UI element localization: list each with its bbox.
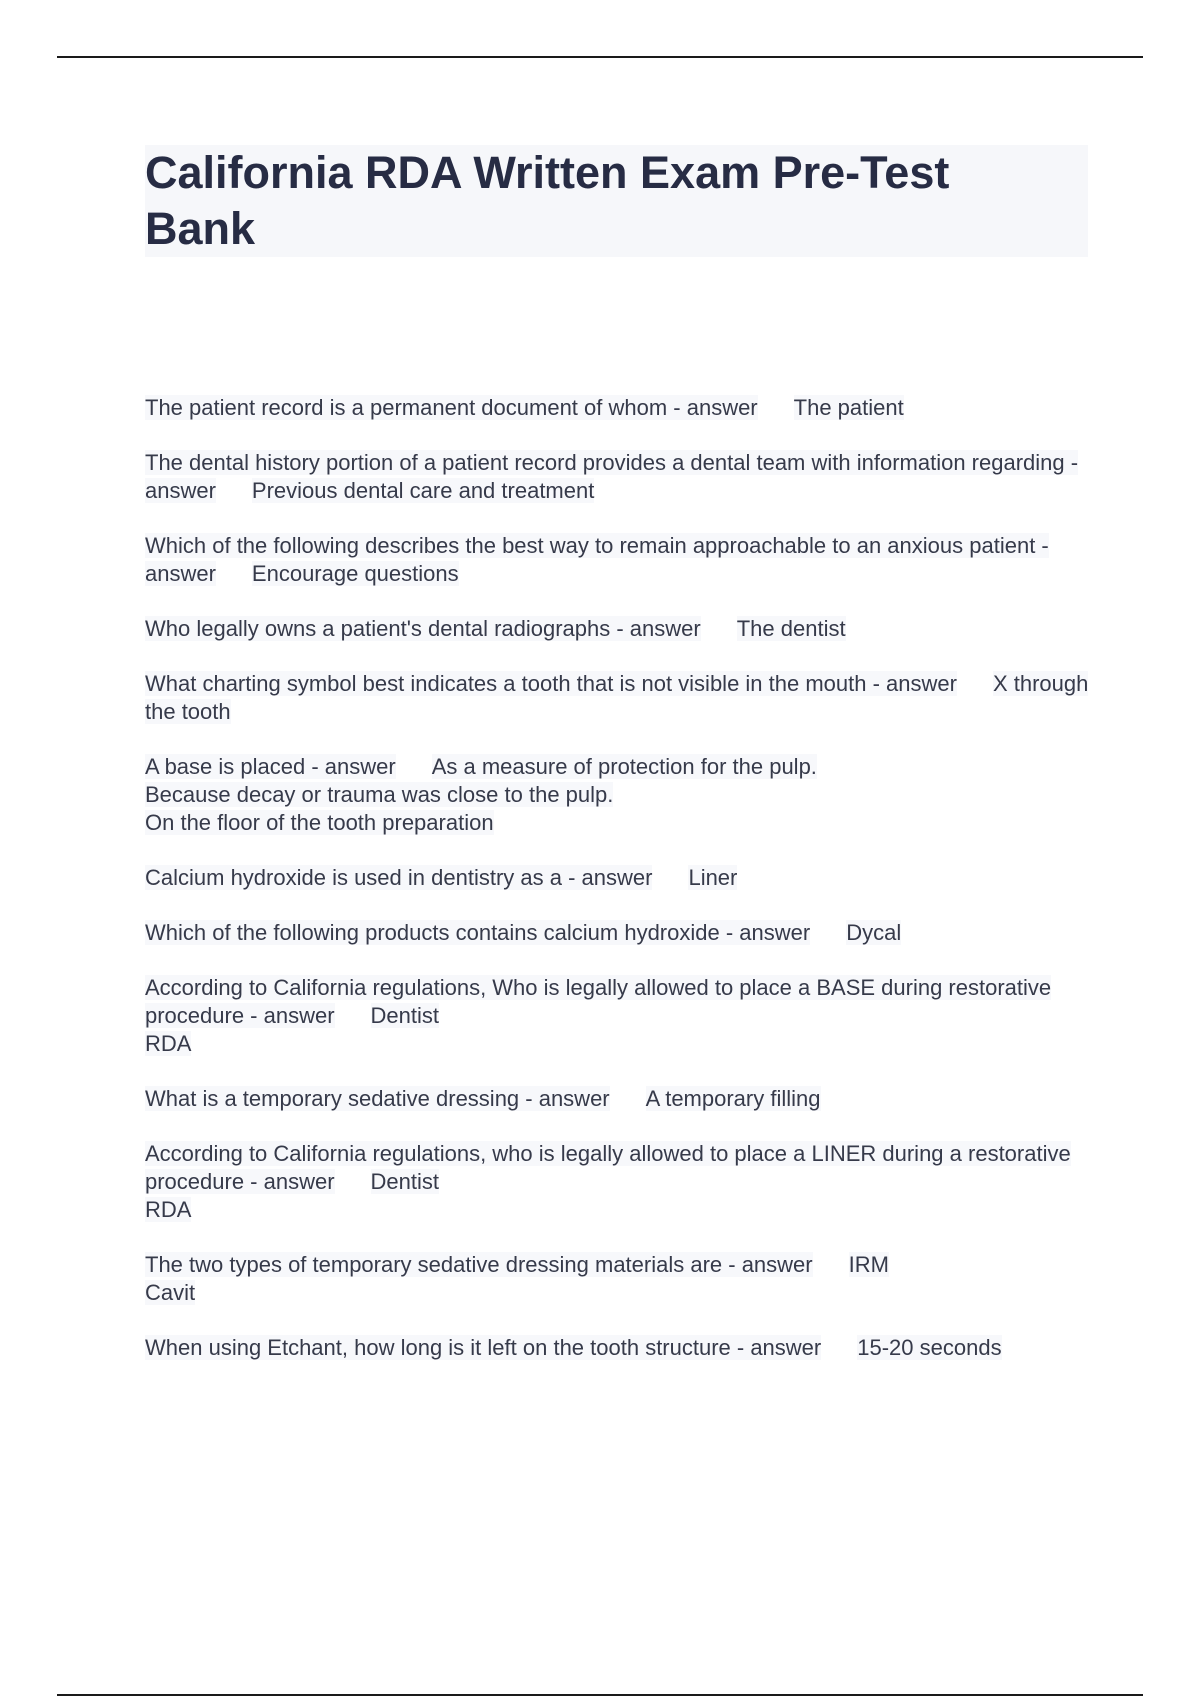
answer-text: X through the tooth [145, 671, 1089, 724]
qa-item [145, 864, 1105, 892]
qa-item [145, 1140, 1105, 1224]
qa-item [145, 394, 1105, 422]
question-text: Which of the following describes the best way to remain approachable to an anxious patient - answer [145, 533, 1049, 586]
question-text: What charting symbol best indicates a tooth that is not visible in the mouth - answer [145, 671, 957, 696]
question-text: When using Etchant, how long is it left on the tooth structure - answer [145, 1335, 822, 1360]
answer-text: 15-20 seconds [857, 1335, 1002, 1360]
question-text: The dental history portion of a patient record provides a dental team with information regarding - answer [145, 450, 1079, 503]
page-title: California RDA Written Exam Pre-Test Bank [145, 147, 950, 254]
qa-item [145, 974, 1105, 1058]
answer-text: A temporary filling [645, 1086, 821, 1111]
answer-text: As a measure of protection for the pulp. Because decay or trauma was close to the pulp. On the floor of the tooth preparation [145, 754, 817, 835]
question-text: Which of the following products contains calcium hydroxide - answer [145, 920, 811, 945]
question-text: The patient record is a permanent document of whom - answer [145, 395, 758, 420]
question-text: Calcium hydroxide is used in dentistry as a - answer [145, 865, 653, 890]
qa-list [145, 394, 1105, 1389]
question-text: According to California regulations, who is legally allowed to place a LINER during a restorative procedure - answer [145, 1141, 1071, 1194]
answer-text: Dycal [846, 920, 902, 945]
qa-item [145, 670, 1105, 726]
top-divider [57, 56, 1143, 58]
question-text: According to California regulations, Who is legally allowed to place a BASE during restorative procedure - answer [145, 975, 1052, 1028]
qa-item [145, 532, 1105, 588]
answer-text: Dentist RDA [145, 1003, 440, 1056]
question-text: The two types of temporary sedative dressing materials are - answer [145, 1252, 813, 1277]
answer-text: Dentist RDA [145, 1169, 440, 1222]
qa-item [145, 1334, 1105, 1362]
answer-text: Liner [688, 865, 738, 890]
qa-item [145, 1085, 1105, 1113]
bottom-divider [57, 1694, 1143, 1696]
question-text: A base is placed - answer [145, 754, 396, 779]
question-text: Who legally owns a patient's dental radiographs - answer [145, 616, 701, 641]
qa-item [145, 753, 1105, 837]
answer-text: The patient [793, 395, 904, 420]
qa-item [145, 1251, 1105, 1307]
answer-text: The dentist [736, 616, 846, 641]
qa-item [145, 449, 1105, 505]
answer-text: Encourage questions [251, 561, 459, 586]
qa-item [145, 615, 1105, 643]
question-text: What is a temporary sedative dressing - answer [145, 1086, 610, 1111]
answer-text: IRM Cavit [145, 1252, 889, 1305]
qa-item [145, 919, 1105, 947]
answer-text: Previous dental care and treatment [251, 478, 595, 503]
